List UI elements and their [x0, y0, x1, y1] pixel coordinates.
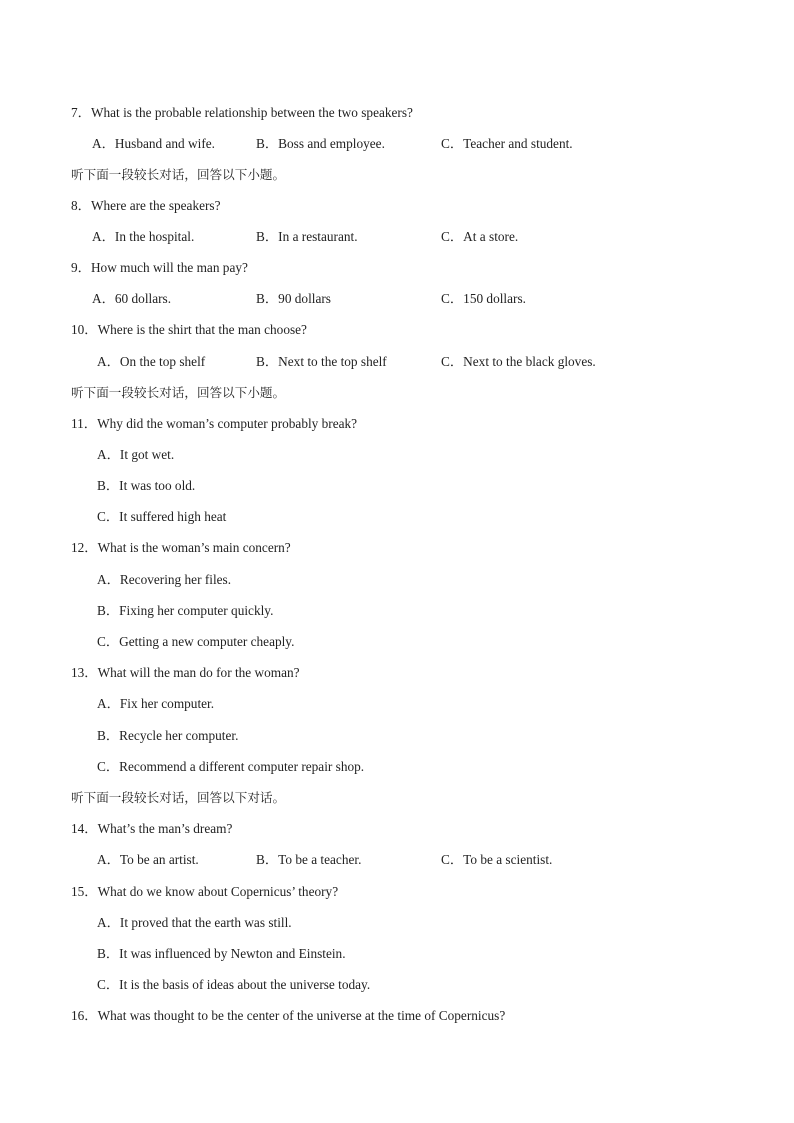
question-text: What will the man do for the woman?: [97, 665, 300, 680]
option-12b[interactable]: B．Fixing her computer quickly.: [97, 603, 274, 618]
question-8: [71, 198, 221, 214]
question-15: [71, 884, 338, 900]
section-instruction: 听下面一段较长对话，回答以下小题。: [71, 167, 286, 182]
question-9: [71, 260, 248, 276]
option-10c[interactable]: C．Next to the black gloves.: [441, 354, 596, 369]
option-10a[interactable]: A．On the top shelf: [97, 354, 206, 369]
question-text: How much will the man pay?: [90, 260, 248, 275]
option-11a[interactable]: A．It got wet.: [97, 447, 175, 462]
question-number: 8．: [71, 198, 91, 213]
question-number: 15．: [71, 884, 98, 899]
option-14c[interactable]: C．To be a scientist.: [441, 852, 553, 867]
option-7a[interactable]: A．Husband and wife.: [92, 136, 215, 151]
question-7: [71, 105, 413, 121]
question-number: 14．: [71, 821, 98, 836]
option-11c[interactable]: C．It suffered high heat: [97, 509, 227, 524]
question-text: Why did the woman’s computer probably break?: [97, 416, 358, 431]
question-text: What’s the man’s dream?: [97, 821, 233, 836]
question-12: [71, 540, 291, 556]
option-15b[interactable]: B．It was influenced by Newton and Einstein.: [97, 946, 346, 961]
question-number: 13．: [71, 665, 98, 680]
option-13a[interactable]: A．Fix her computer.: [97, 696, 215, 711]
option-15c[interactable]: C．It is the basis of ideas about the universe today.: [97, 977, 371, 992]
question-14: [71, 821, 232, 837]
option-7c[interactable]: C．Teacher and student.: [441, 136, 573, 151]
question-16: [71, 1008, 505, 1024]
option-7b[interactable]: B．Boss and employee.: [256, 136, 385, 151]
option-9c[interactable]: C．150 dollars.: [441, 291, 526, 306]
question-text: Where is the shirt that the man choose?: [97, 322, 307, 337]
question-10: [71, 322, 307, 338]
question-number: 11．: [71, 416, 98, 431]
section-instruction: 听下面一段较长对话，回答以下小题。: [71, 385, 286, 400]
option-8b[interactable]: B．In a restaurant.: [256, 229, 358, 244]
question-text: What is the woman’s main concern?: [97, 540, 291, 555]
option-12c[interactable]: C．Getting a new computer cheaply.: [97, 634, 295, 649]
option-9a[interactable]: A．60 dollars.: [92, 291, 172, 306]
question-number: 12．: [71, 540, 98, 555]
option-13c[interactable]: C．Recommend a different computer repair shop.: [97, 759, 365, 774]
option-8a[interactable]: A．In the hospital.: [92, 229, 195, 244]
question-text: What is the probable relationship between the two speakers?: [90, 105, 413, 120]
question-text: What was thought to be the center of the universe at the time of Copernicus?: [97, 1008, 506, 1023]
option-12a[interactable]: A．Recovering her files.: [97, 572, 232, 587]
question-number: 10．: [71, 322, 98, 337]
option-10b[interactable]: B．Next to the top shelf: [256, 354, 387, 369]
option-13b[interactable]: B．Recycle her computer.: [97, 728, 239, 743]
question-text: What do we know about Copernicus’ theory?: [97, 884, 339, 899]
question-11: [71, 416, 357, 432]
section-instruction: 听下面一段较长对话，回答以下对话。: [71, 790, 286, 805]
option-14b[interactable]: B．To be a teacher.: [256, 852, 362, 867]
option-14a[interactable]: A．To be an artist.: [97, 852, 199, 867]
question-number: 16．: [71, 1008, 98, 1023]
question-13: [71, 665, 300, 681]
option-11b[interactable]: B．It was too old.: [97, 478, 196, 493]
option-8c[interactable]: C．At a store.: [441, 229, 519, 244]
question-text: Where are the speakers?: [90, 198, 221, 213]
question-number: 7．: [71, 105, 91, 120]
question-number: 9．: [71, 260, 91, 275]
option-9b[interactable]: B．90 dollars: [256, 291, 331, 306]
option-15a[interactable]: A．It proved that the earth was still.: [97, 915, 292, 930]
